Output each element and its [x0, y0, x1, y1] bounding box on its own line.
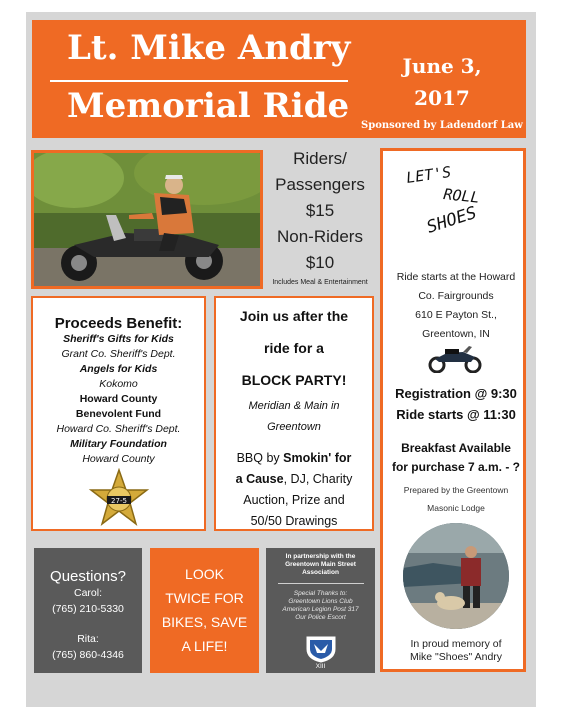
contact-name: Carol: [73, 587, 102, 599]
beneficiary-name: Angels for Kids [79, 363, 158, 375]
sponsor-text: Sponsored by Ladendorf Law [361, 120, 523, 131]
thanks-heading: Special Thanks to: [293, 590, 348, 597]
lets-roll-shoes-logo [403, 163, 509, 245]
ride-info-column [380, 148, 526, 672]
proceeds-box [31, 296, 206, 531]
safety-line-1: LOOK [185, 566, 224, 582]
party-details [216, 448, 372, 532]
thanks-item: American Legion Post 317 [282, 606, 359, 613]
title-line-2: Memorial Ride [67, 86, 350, 126]
breakfast-info [385, 439, 527, 477]
event-date-line-2: 2017 [414, 86, 470, 110]
registration-time: Registration @ 9:30 [395, 386, 517, 401]
questions-title: Questions? [50, 568, 126, 585]
beneficiary-org: Kokomo [99, 378, 138, 390]
party-location-1: Meridian & Main in [248, 400, 340, 412]
memorial-line-2: Mike "Shoes" Andry [409, 651, 503, 663]
prepared-line-2: Masonic Lodge [427, 503, 485, 513]
prepared-by [385, 481, 527, 517]
price-riders-label: Riders/ [293, 149, 347, 168]
prepared-line-1: Prepared by the Greentown [403, 485, 509, 495]
partnership-title-line-1: In partnership with the [285, 553, 356, 560]
contact-phone: (765) 210-5330 [52, 603, 124, 615]
contact-phone: (765) 860-4346 [52, 649, 124, 661]
breakfast-line-1: Breakfast Available [401, 441, 511, 455]
price-nonriders-label: Non-Riders [277, 227, 363, 246]
ride-start-line-2: Co. Fairgrounds [418, 290, 494, 302]
memorial-caption [385, 638, 527, 664]
questions-box [34, 548, 142, 673]
ride-start-line-3: 610 E Payton St., [415, 309, 497, 321]
memorial-photo [403, 523, 509, 629]
block-party-box [214, 296, 374, 531]
memorial-line-1: In proud memory of [410, 638, 502, 650]
party-heading-1: Join us after the [239, 308, 349, 324]
party-details-line-2 [216, 469, 372, 490]
partnership-title-line-2: Greentown Main Street [285, 561, 356, 568]
beneficiary-name: Military Foundation [70, 438, 167, 450]
safety-line-3: BIKES, SAVE [161, 614, 248, 630]
partnership-title-line-3: Association [302, 569, 339, 576]
schedule [385, 383, 527, 425]
party-details-line-4: 50/50 Drawings [250, 514, 338, 528]
man-with-dog-image [403, 523, 509, 629]
title-line-1: Lt. Mike Andry [67, 28, 351, 68]
price-passengers-label: Passengers [275, 175, 365, 194]
ride-start-line-1: Ride starts at the Howard [396, 271, 516, 283]
party-heading-2: ride for a [264, 340, 324, 356]
breakfast-line-2: for purchase 7 a.m. - ? [391, 460, 521, 474]
safety-line-4: A LIFE! [181, 638, 228, 654]
safety-line-2: TWICE FOR [165, 590, 244, 606]
special-thanks [266, 590, 375, 622]
party-details-line-1 [216, 448, 372, 469]
post-number: XIII [315, 663, 326, 670]
thanks-item: Our Police Escort [295, 614, 346, 621]
header-banner [32, 20, 526, 138]
title-divider [50, 80, 348, 82]
price-nonriders-amount: $10 [305, 253, 335, 272]
beneficiary-org: Grant Co. Sheriff's Dept. [61, 348, 176, 360]
thanks-item: Greentown Lions Club [288, 598, 353, 605]
shield-icon [305, 635, 337, 663]
logo-word-1: LET'S [405, 163, 453, 187]
partnership-title [266, 553, 375, 577]
divider [278, 583, 364, 584]
logo-word-3: SHOES [424, 202, 480, 238]
beneficiary-name: Benevolent Fund [75, 408, 162, 420]
event-date-line-1: June 3, [402, 54, 482, 78]
beneficiary-org: Howard Co. Sheriff's Dept. [56, 423, 181, 435]
badge-number: 27-5 [111, 497, 127, 505]
ride-start-line-4: Greentown, IN [422, 328, 490, 340]
party-bbq-vendor: Smokin' for [283, 451, 352, 465]
beneficiary-name: Sheriff's Gifts for Kids [63, 333, 174, 345]
price-note: Includes Meal & Entertainment [272, 279, 368, 286]
logo-word-2: ROLL [442, 185, 481, 207]
beneficiary-name: Howard County [79, 393, 158, 405]
contact-name: Rita: [77, 633, 99, 645]
proceeds-title: Proceeds Benefit: [54, 315, 183, 332]
rider-photo [31, 150, 263, 289]
party-dj-text: , DJ, Charity [283, 472, 353, 486]
beneficiary-org: Howard County [82, 453, 155, 465]
sheriff-star-badge-icon [88, 468, 150, 530]
party-details-line-3: Auction, Prize and [243, 493, 345, 507]
motorcycle-icon [425, 343, 485, 373]
ride-start-location [387, 268, 525, 344]
party-heading-3: BLOCK PARTY! [241, 372, 347, 388]
party-location-2: Greentown [267, 421, 321, 433]
ride-start-time: Ride starts @ 11:30 [396, 407, 516, 422]
price-riders-amount: $15 [305, 201, 335, 220]
party-bbq-text: BBQ by [236, 451, 284, 465]
partnership-box [266, 548, 375, 673]
price-list [262, 146, 378, 286]
party-bbq-vendor-2: a Cause [235, 472, 284, 486]
motorcycle-rider-image [34, 153, 260, 286]
safety-message-box [150, 548, 259, 673]
